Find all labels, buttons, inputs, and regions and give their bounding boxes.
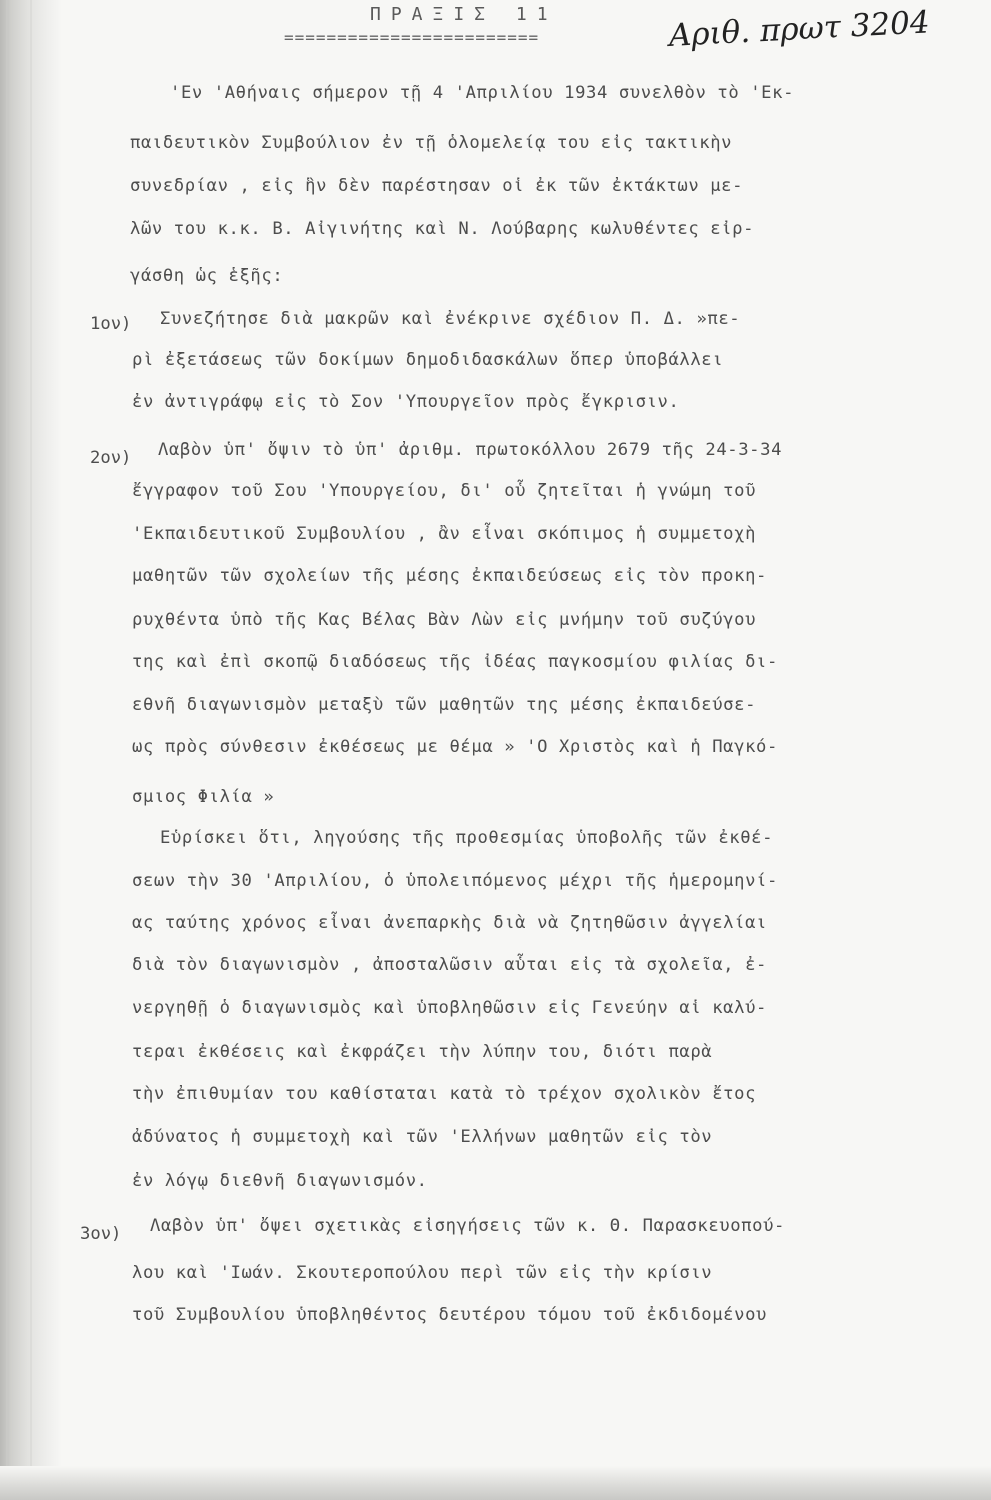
item-line: ἐν λόγῳ διεθνῆ διαγωνισμόν. [132, 1171, 428, 1191]
item-line: τοῦ Συμβουλίου ὑποβληθέντος δευτέρου τόμου τοῦ ἐκδιδομένου [132, 1305, 767, 1325]
item-line: 'Εκπαιδευτικοῦ Συμβουλίου , ἂν εἶναι σκόπιμος ἡ συμμετοχὴ [132, 524, 757, 544]
intro-line: γάσθη ὡς ἑξῆς: [130, 266, 284, 286]
handwritten-protocol-note: Αριθ. πρωτ 3204 [668, 4, 931, 54]
item-line: σμιος Φιλία » [132, 787, 275, 807]
item-line: ρὶ ἐξετάσεως τῶν δοκίμων δημοδιδασκάλων ὅπερ ὑποβάλλει [132, 350, 724, 370]
item-line: λου καὶ 'Ιωάν. Σκουτεροπούλου περὶ τῶν εἰς τὴν κρίσιν [132, 1263, 713, 1283]
title-underline: ======================== [284, 28, 540, 47]
item-line: εθνῆ διαγωνισμὸν μεταξὺ τῶν μαθητῶν της μέσης ἐκπαιδεύσε- [132, 695, 757, 715]
item-line: σεων τὴν 30 'Απριλίου, ὁ ὑπολειπόμενος μέχρι τῆς ἡμερομηνί- [132, 871, 778, 891]
intro-line: συνεδρίαν , εἰς ἣν δὲν παρέστησαν οἱ ἐκ τῶν ἐκτάκτων με- [130, 176, 744, 196]
scan-bottom-shadow [0, 1466, 991, 1500]
item-line: ρυχθέντα ὑπὸ τῆς Κας Βέλας Βὰν Λὼν εἰς μνήμην τοῦ συζύγου [132, 610, 757, 630]
item-line: Εὑρίσκει ὅτι, ληγούσης τῆς προθεσμίας ὑποβολῆς τῶν ἐκθέ- [160, 828, 774, 848]
item-line: ως πρὸς σύνθεσιν ἐκθέσεως με θέμα » 'Ο Χριστὸς καὶ ἡ Παγκό- [132, 737, 778, 757]
item-line: της καὶ ἐπὶ σκοπῷ διαδόσεως τῆς ἰδέας παγκοσμίου φιλίας δι- [132, 652, 778, 672]
binding-edge [0, 0, 62, 1500]
item-line: διὰ τὸν διαγωνισμὸν , ἀποσταλῶσιν αὗται εἰς τὰ σχολεῖα, ἐ- [132, 955, 767, 975]
item-line: ἔγγραφον τοῦ Σου 'Υπουργείου, δι' οὗ ζητεῖται ἡ γνώμη τοῦ [132, 481, 757, 501]
intro-line: λῶν του κ.κ. Β. Αἰγινήτης καὶ Ν. Λούβαρης κωλυθέντες εἰρ- [130, 219, 755, 239]
item-line: Λαβὸν ὑπ' ὄψει σχετικὰς εἰσηγήσεις τῶν κ. Θ. Παρασκευοπού- [150, 1216, 785, 1236]
item-line: Συνεζήτησε διὰ μακρῶν καὶ ἐνέκρινε σχέδιον Π. Δ. »πε- [160, 309, 741, 329]
item-line: Λαβὸν ὑπ' ὄψιν τὸ ὑπ' ἀριθμ. πρωτοκόλλου 2679 τῆς 24-3-34 [158, 440, 783, 460]
item-line: ας ταύτης χρόνος εἶναι ἀνεπαρκὴς διὰ νὰ ζητηθῶσιν ἀγγελίαι [132, 913, 767, 933]
item-line: τεραι ἐκθέσεις καὶ ἐκφράζει τὴν λύπην του, διότι παρὰ [132, 1042, 713, 1062]
item-number: 3ον) [80, 1224, 122, 1244]
item-line: νεργηθῇ ὁ διαγωνισμὸς καὶ ὑποβληθῶσιν εἰς Γενεύην αἱ καλύ- [132, 998, 767, 1018]
item-line: μαθητῶν τῶν σχολείων τῆς μέσης ἐκπαιδεύσεως εἰς τὸν προκη- [132, 566, 767, 586]
item-line: τὴν ἐπιθυμίαν του καθίσταται κατὰ τὸ τρέχον σχολικὸν ἔτος [132, 1084, 757, 1104]
item-number: 1ον) [90, 314, 132, 334]
item-line: ἀδύνατος ἡ συμμετοχὴ καὶ τῶν 'Ελλήνων μαθητῶν εἰς τὸν [132, 1127, 713, 1147]
item-number: 2ον) [90, 448, 132, 468]
item-line: ἐν ἀντιγράφῳ εἰς τὸ Σον 'Υπουργεῖον πρὸς ἔγκρισιν. [132, 392, 680, 412]
page-title: ΠΡΑΞΙΣ 11 [370, 4, 558, 25]
intro-line: παιδευτικὸν Συμβούλιον ἐν τῇ ὁλομελείᾳ του εἰς τακτικὴν [130, 133, 733, 153]
intro-line: 'Εν 'Αθήναις σήμερον τῇ 4 'Απριλίου 1934 συνελθὸν τὸ 'Εκ- [170, 83, 795, 103]
